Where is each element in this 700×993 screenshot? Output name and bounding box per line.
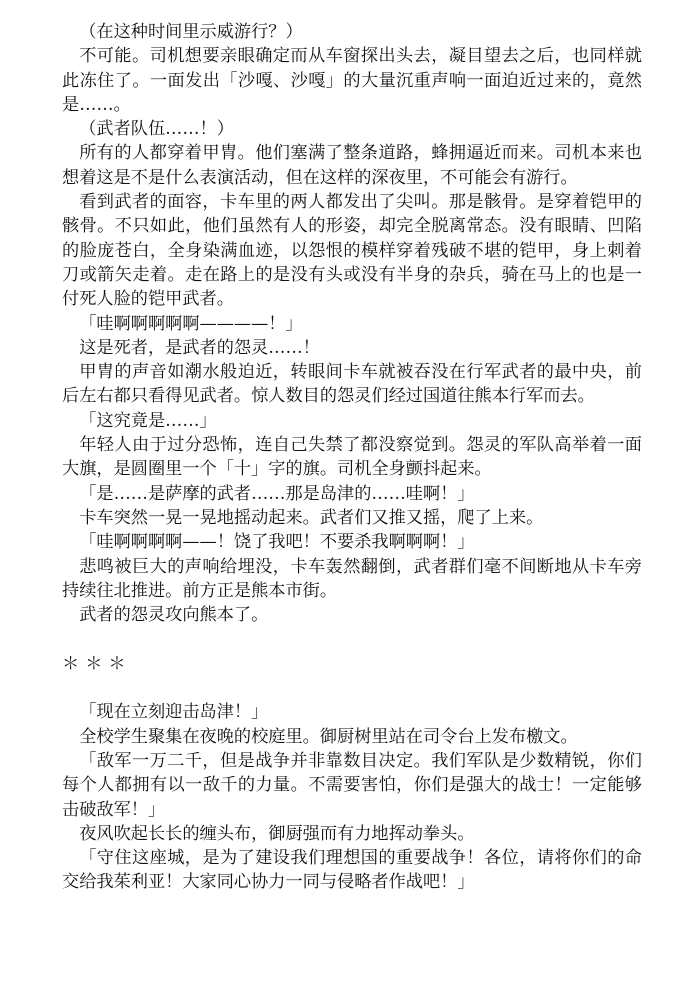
section-separator: ＊＊＊ [62,653,132,674]
document-page [62,20,642,895]
paragraph: 看到武者的面容，卡车里的两人都发出了尖叫。那是骸骨。是穿着铠甲的骸骨。不只如此，他们虽然有人的形姿，却完全脱离常态。没有眼睛、凹陷的脸庞苍白，全身染满血迹，以怨恨的模样穿着残破不堪的铠甲，身上刺着刀或箭矢走着。走在路上的是没有头或没有半身的杂兵，骑在马上的也是一付死人脸的铠甲武者。 [62,192,642,310]
paragraph: （武者队伍……！） [79,119,234,140]
paragraph: 「哇啊啊啊啊啊————！」 [79,313,303,334]
paragraph: 卡车突然一晃一晃地摇动起来。武者们又推又摇，爬了上来。 [79,507,544,528]
paragraph: 「现在立刻迎击岛津！」 [79,702,269,723]
paragraph: 夜风吹起长长的缠头布，御厨强而有力地挥动拳头。 [79,823,475,844]
blank-line [62,627,642,651]
paragraph: 这是死者，是武者的怨灵……！ [79,337,320,358]
paragraph: 不可能。司机想要亲眼确定而从车窗探出头去，凝目望去之后，也同样就此冻住了。一面发出「沙嘎、沙嘎」的大量沉重声响一面迫近过来的，竟然是……。 [62,46,642,115]
paragraph: 「是……是萨摩的武者……那是岛津的……哇啊！」 [79,483,475,504]
paragraph: 「这究竟是……」 [79,410,217,431]
paragraph: 「敌军一万二千，但是战争并非靠数目决定。我们军队是少数精锐，你们每个人都拥有以一敌千的力量。不需要害怕，你们是强大的战士！一定能够击破敌军！」 [62,750,642,820]
paragraph: 「守住这座城，是为了建设我们理想国的重要战争！各位，请将你们的命交给我茱利亚！大家同心协力一同与侵略者作战吧！」 [62,848,642,893]
paragraph: 武者的怨灵攻向熊本了。 [79,605,269,626]
paragraph: 「哇啊啊啊啊——！饶了我吧！不要杀我啊啊啊！」 [79,532,475,553]
paragraph: 甲胄的声音如潮水般迫近，转眼间卡车就被吞没在行军武者的最中央，前后左右都只看得见武者。惊人数目的怨灵们经过国道往熊本行军而去。 [62,362,642,407]
paragraph: 全校学生聚集在夜晚的校庭里。御厨树里站在司令台上发布檄文。 [79,726,578,747]
paragraph: 所有的人都穿着甲胄。他们塞满了整条道路，蜂拥逼近而来。司机本来也想着这是不是什么表演活动，但在这样的深夜里，不可能会有游行。 [62,143,642,188]
paragraph: 年轻人由于过分恐怖，连自己失禁了都没察觉到。怨灵的军队高举着一面大旗，是圆圈里一个「十」字的旗。司机全身颤抖起来。 [62,435,642,480]
blank-line [62,676,642,700]
paragraph: 悲鸣被巨大的声响给埋没，卡车轰然翻倒，武者群们毫不间断地从卡车旁持续往北推进。前方正是熊本市街。 [62,556,642,601]
paragraph: （在这种时间里示威游行？） [79,22,303,42]
